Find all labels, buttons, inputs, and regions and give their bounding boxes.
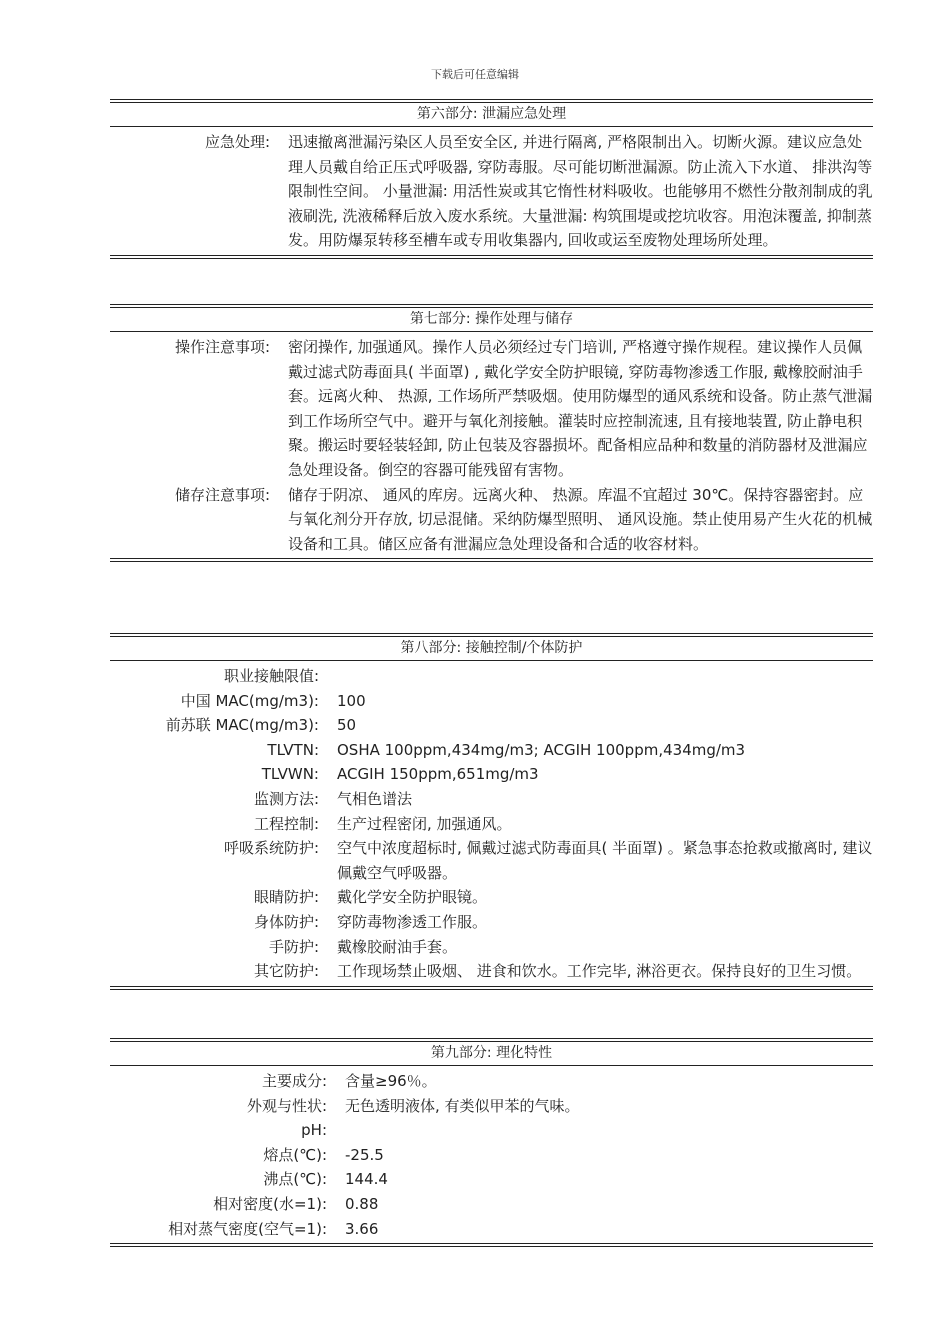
field-value [319, 664, 873, 689]
field-row [110, 910, 873, 935]
field-value: 无色透明液体, 有类似甲苯的气味。 [345, 1096, 580, 1115]
field-label: 身体防护: [253, 912, 319, 931]
top-rule [110, 1038, 873, 1039]
field-row [110, 713, 873, 738]
bottom-rule [110, 1243, 873, 1244]
field-value: -25.5 [345, 1145, 384, 1164]
section-body [110, 661, 873, 986]
field-value: ACGIH 150ppm,651mg/m3 [337, 765, 539, 784]
field-row [110, 885, 873, 910]
field-value: 工作现场禁止吸烟、 进食和饮水。工作完毕, 淋浴更衣。保持良好的卫生习惯。 [337, 962, 862, 981]
field-row [110, 1167, 873, 1192]
section-exposure-control [110, 633, 873, 990]
field-value: 50 [337, 716, 357, 735]
field-label: TLVTN: [267, 740, 319, 759]
bottom-rule [110, 255, 873, 256]
bottom-rule-inner [110, 1246, 873, 1247]
field-row [110, 664, 873, 689]
section-title: 第六部分: 泄漏应急处理 [416, 106, 567, 122]
field-label: 工程控制: [253, 814, 319, 833]
field-label: 操作注意事项: [174, 338, 270, 356]
field-row [110, 689, 873, 714]
field-label: 应急处理: [204, 133, 270, 151]
page-header: 下载后可任意编辑 [431, 68, 519, 81]
bottom-rule-inner [110, 561, 873, 562]
field-value: 0.88 [345, 1194, 379, 1213]
section-body [110, 332, 873, 558]
field-value: 3.66 [345, 1219, 379, 1238]
field-label: 储存注意事项: [174, 485, 270, 504]
bottom-rule-inner [110, 989, 873, 990]
field-value: 穿防毒物渗透工作服。 [337, 912, 488, 931]
field-row [110, 1069, 873, 1094]
field-value: 144.4 [345, 1170, 388, 1189]
field-label: 前苏联 MAC(mg/m3): [165, 716, 319, 735]
field-row [110, 787, 873, 812]
field-value: 生产过程密闭, 加强通风。 [337, 814, 512, 833]
section-title: 第九部分: 理化特性 [430, 1045, 553, 1061]
field-value: 密闭操作, 加强通风。操作人员必须经过专门培训, 严格遵守操作规程。建议操作人员佩戴过滤式防毒面具( 半面罩) , 戴化学安全防护眼镜, 穿防毒物渗透工作服, 戴橡胶耐油手套。远离火种、 热源, 工作场所严禁吸烟。使用防爆型的通风系统和设备。防止蒸气泄漏到工作场所空气中。避开与氧化剂接触。灌装时应控制流速, 且有接地装置, 防止静电积聚。搬运时要轻装轻卸, 防止包装及容器损坏。配备相应品种和数量的消防器材及泄漏应急处理设备。倒空的容器可能残留有害物。 [288, 338, 873, 479]
field-row [110, 1217, 873, 1242]
field-label: 手防护: [268, 937, 319, 956]
field-value: 迅速撤离泄漏污染区人员至安全区, 并进行隔离, 严格限制出入。切断火源。建议应急处理人员戴自给正压式呼吸器, 穿防毒服。尽可能切断泄漏源。防止流入下水道、 排洪沟等限制性空间。 小量泄漏: 用活性炭或其它惰性材料吸收。也能够用不燃性分散剂制成的乳液刷洗, 洗液稀释后放入废水系统。大量泄漏: 构筑围堤或挖坑收容。用泡沫覆盖, 抑制蒸发。用防爆泵转移至槽车或专用收集器内, 回收或运至废物处理场所处理。 [288, 133, 873, 250]
field-value [327, 1118, 873, 1143]
field-row [110, 1118, 873, 1143]
field-label: 呼吸系统防护: [223, 839, 319, 858]
field-label: 熔点(℃): [263, 1145, 327, 1164]
field-label: 相对密度(水=1): [213, 1194, 327, 1213]
field-row [110, 762, 873, 787]
section-body [110, 1066, 873, 1243]
field-label: 相对蒸气密度(空气=1): [168, 1219, 327, 1238]
field-label: 沸点(℃): [263, 1170, 327, 1189]
field-row [110, 130, 873, 253]
section-leak-emergency [110, 99, 873, 259]
section-handling-storage [110, 304, 873, 562]
field-label: 职业接触限值: [223, 667, 319, 685]
field-value: 100 [337, 691, 366, 710]
field-row [110, 1094, 873, 1119]
field-row [110, 812, 873, 837]
field-row [110, 836, 873, 885]
field-row [110, 483, 873, 557]
field-value: 储存于阴凉、 通风的库房。远离火种、 热源。库温不宜超过 30℃。保持容器密封。应与氧化剂分开存放, 切忌混储。采纳防爆型照明、 通风设施。禁止使用易产生火花的机械设备和工具。储区应备有泄漏应急处理设备和合适的收容材料。 [288, 485, 873, 553]
field-value: 空气中浓度超标时, 佩戴过滤式防毒面具( 半面罩) 。紧急事态抢救或撤离时, 建议佩戴空气呼吸器。 [337, 839, 873, 882]
top-rule [110, 633, 873, 634]
field-label: 监测方法: [253, 789, 319, 808]
field-value: 含量≥96％。 [345, 1072, 437, 1090]
section-title: 第七部分: 操作处理与储存 [409, 311, 574, 327]
field-value: 气相色谱法 [337, 789, 413, 808]
field-label: 中国 MAC(mg/m3): [180, 691, 319, 710]
field-row [110, 1192, 873, 1217]
section-body [110, 127, 873, 255]
field-row [110, 935, 873, 960]
field-value: OSHA 100ppm,434mg/m3; ACGIH 100ppm,434mg/m3 [337, 740, 746, 759]
bottom-rule [110, 558, 873, 559]
field-label: 外观与性状: [246, 1096, 327, 1115]
field-value: 戴化学安全防护眼镜。 [337, 888, 488, 907]
field-row [110, 738, 873, 763]
field-value: 戴橡胶耐油手套。 [337, 937, 458, 956]
top-rule [110, 304, 873, 305]
field-label: 其它防护: [253, 962, 319, 981]
field-label: TLVWN: [261, 765, 319, 784]
bottom-rule-inner [110, 258, 873, 259]
field-row [110, 1143, 873, 1168]
section-title: 第八部分: 接触控制/个体防护 [400, 640, 583, 656]
field-label: 眼睛防护: [253, 888, 319, 907]
field-row [110, 959, 873, 984]
section-physical-chemical [110, 1038, 873, 1247]
field-row [110, 335, 873, 483]
top-rule [110, 99, 873, 100]
bottom-rule [110, 986, 873, 987]
field-label: 主要成分: [261, 1072, 327, 1090]
field-label: pH: [301, 1121, 327, 1140]
